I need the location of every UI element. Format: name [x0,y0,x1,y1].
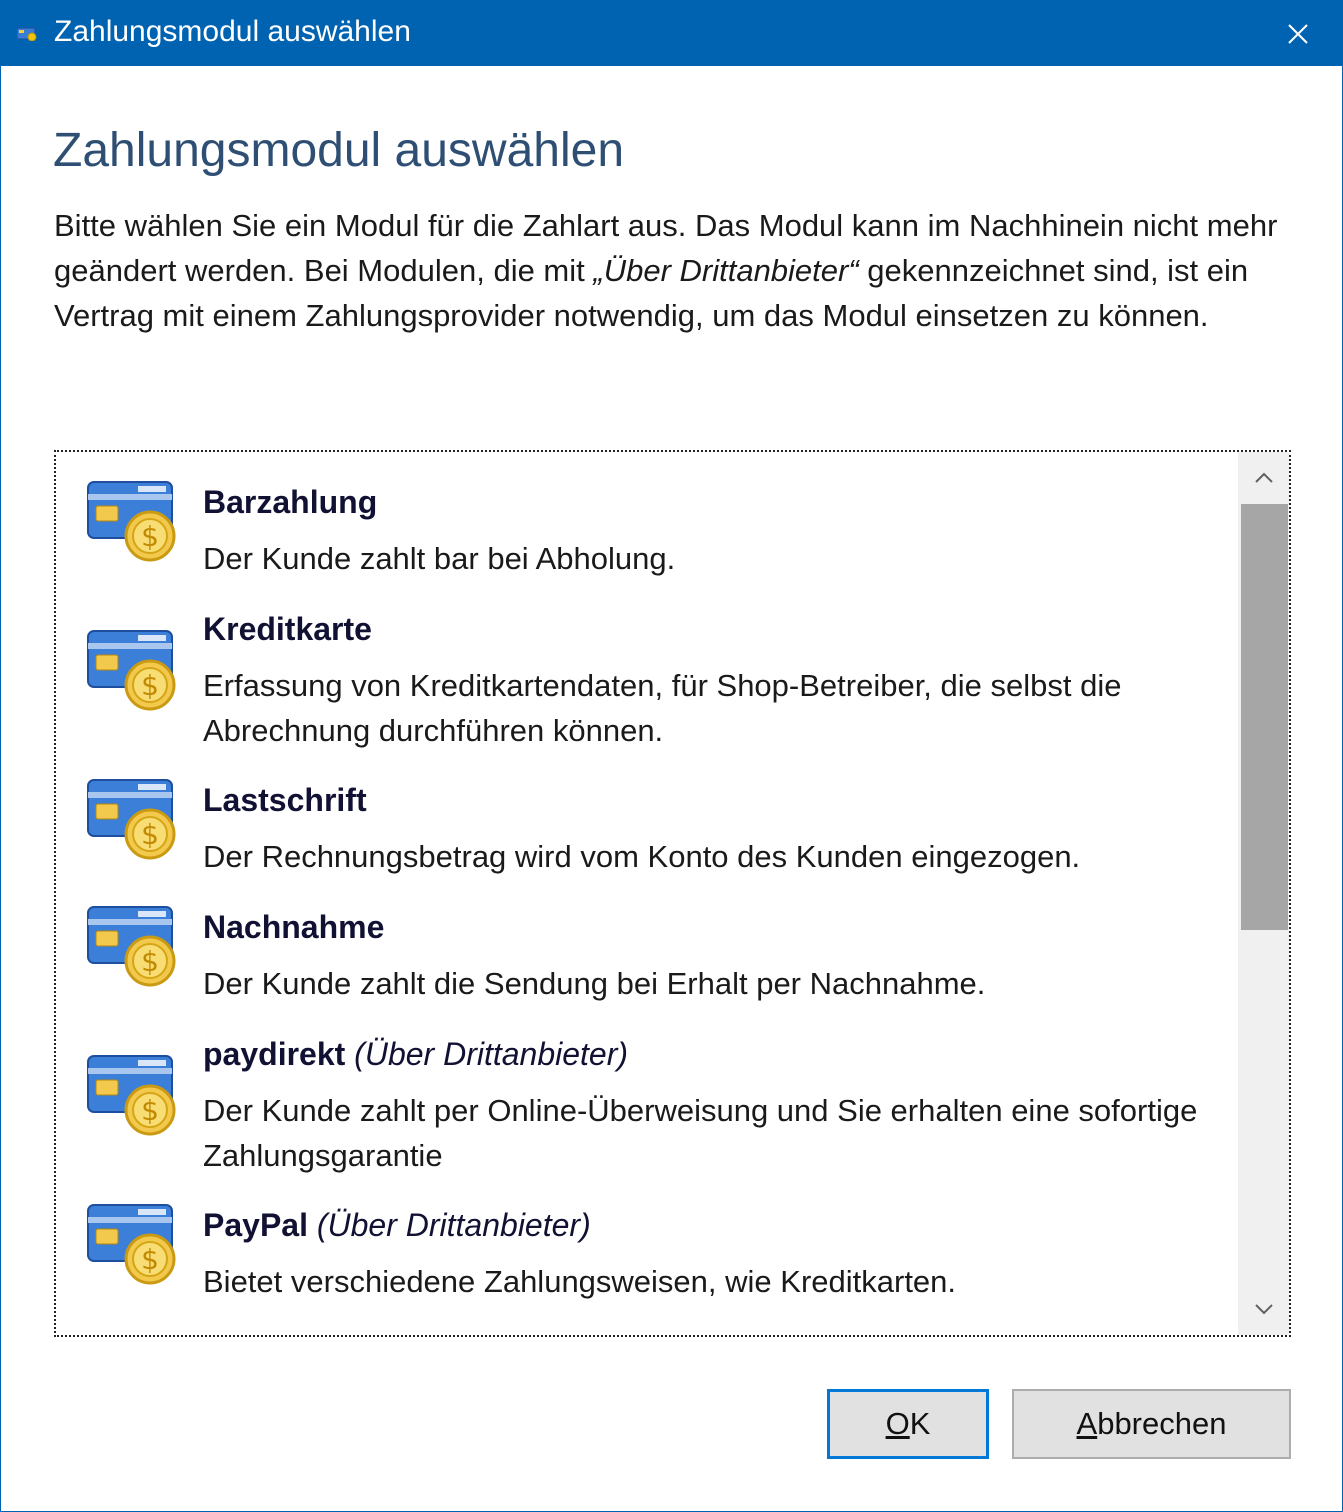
module-item-nachnahme[interactable] [56,887,1236,1014]
ok-button[interactable] [827,1389,989,1459]
scroll-thumb[interactable] [1241,504,1288,930]
payment-card-coin-icon [86,774,178,864]
payment-card-coin-icon [86,1050,178,1140]
ok-accel-key: O [885,1406,910,1441]
ok-label-rest: K [909,1406,931,1441]
intro-text [54,203,1304,338]
cancel-button[interactable] [1012,1389,1291,1459]
chevron-up-icon [1254,472,1274,484]
close-button[interactable] [1254,1,1342,66]
module-description: Erfassung von Kreditkartendaten, für Shop-Betreiber, die selbst die Abrechnung durchführen können. [203,668,1122,748]
svg-text:$: $ [141,669,159,702]
intro-text-part2: gekennzeichnet sind, ist ein Vertrag mit einem Zahlungsprovider notwendig, um das Modul einsetzen zu können. [54,253,1249,333]
module-name: PayPal (Über Drittanbieter) [203,1207,591,1243]
svg-text:$: $ [141,520,159,553]
module-item-kreditkarte[interactable] [56,589,1236,760]
payment-card-coin-icon [86,625,178,715]
window-title: Zahlungsmodul auswählen [54,15,411,48]
module-item-barzahlung[interactable] [56,462,1236,589]
svg-text:$: $ [141,1094,159,1127]
payment-card-coin-icon [86,901,178,991]
dialog-heading: Zahlungsmodul auswählen [53,124,625,177]
close-icon [1287,23,1309,45]
module-item-paydirekt[interactable] [56,1014,1236,1185]
module-description: Der Kunde zahlt bar bei Abholung. [203,541,676,576]
intro-text-part1: Bitte wählen Sie ein Modul für die Zahlart aus. Das Modul kann im Nachhinein nicht mehr geändert werden. Bei Modulen, die mit [54,208,1278,288]
module-name: Nachnahme [203,909,385,945]
module-description: Der Kunde zahlt per Online-Überweisung und Sie erhalten eine sofortige Zahlungsgarantie [203,1093,1198,1173]
intro-text-emphasis: „Über Drittanbieter“ [593,253,859,288]
module-description: Der Rechnungsbetrag wird vom Konto des Kunden eingezogen. [203,839,1081,874]
module-name: Lastschrift [203,782,367,818]
cancel-label-rest: bbrechen [1097,1406,1227,1441]
module-item-lastschrift[interactable] [56,760,1236,887]
module-description: Der Kunde zahlt die Sendung bei Erhalt per Nachnahme. [203,966,986,1001]
vertical-scrollbar[interactable] [1238,452,1289,1335]
title-bar [1,1,1342,66]
scroll-down-button[interactable] [1238,1283,1289,1335]
payment-card-coin-icon [86,1199,178,1289]
payment-module-icon [17,27,37,41]
payment-card-coin-icon [86,476,178,566]
module-list[interactable] [54,450,1291,1337]
svg-text:$: $ [141,1243,159,1276]
module-name: Barzahlung [203,484,378,520]
module-name: Kreditkarte [203,611,372,647]
scroll-up-button[interactable] [1238,452,1289,504]
module-name: paydirekt (Über Drittanbieter) [203,1036,629,1072]
chevron-down-icon [1254,1303,1274,1315]
svg-text:$: $ [141,945,159,978]
cancel-accel-key: A [1076,1406,1098,1441]
svg-text:$: $ [141,818,159,851]
module-item-paypal[interactable] [56,1185,1236,1312]
module-description: Bietet verschiedene Zahlungsweisen, wie Kreditkarten. [203,1264,957,1299]
